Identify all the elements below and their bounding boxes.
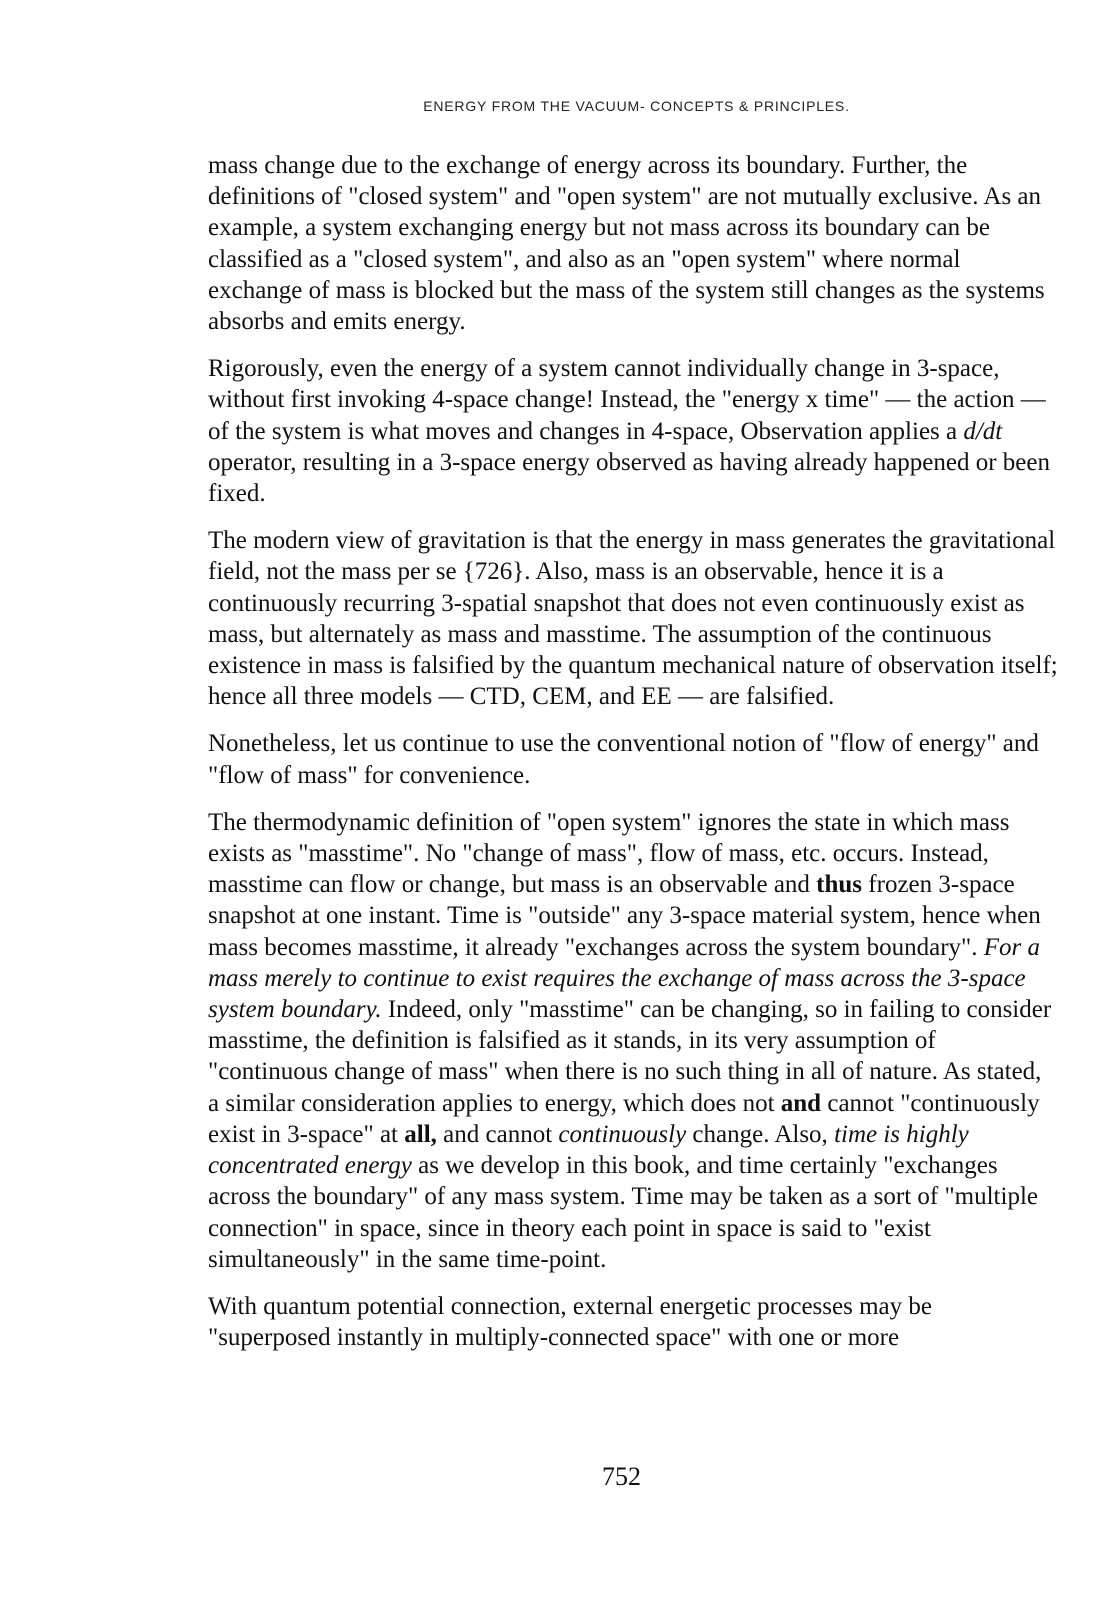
paragraph	[208, 807, 1058, 1275]
paragraph	[208, 353, 1058, 509]
text-run: Nonetheless, let us continue to use the conventional notion of "flow of energy" and "flow of mass" for convenience.	[208, 730, 1039, 789]
bold-text-run: and	[780, 1089, 822, 1117]
body-text	[208, 150, 1058, 1369]
text-run: The thermodynamic definition of "open system" ignores the state in which mass exists as "masstime". No "change of mass", flow of mass, etc. occurs. Instead, masstime can flow or change, but mass is an observable and	[208, 808, 1010, 899]
paragraph	[208, 1291, 1058, 1353]
text-run: With quantum potential connection, external energetic processes may be "superposed instantly in multiply-connected space" with one or more	[208, 1292, 932, 1352]
text-run: The modern view of gravitation is that the energy in mass generates the gravitational field, not the mass per se {726}. Also, mass is an observable, hence it is a continuously recurring 3-spatial snapshot that does not even continuously exist as mass, but alternately as mass and masstime. The assumption of the continuous existence in mass is falsified by the quantum mechanical nature of observation itself; hence all three models — CTD, CEM, and EE — are falsified.	[208, 527, 1058, 711]
text-run: cannot "continuously exist in 3-space" at	[208, 1089, 1040, 1148]
italic-text-run: continuously	[558, 1120, 687, 1148]
italic-text-run: time is highly concentrated energy	[208, 1120, 969, 1180]
page-number: 752	[602, 1462, 641, 1491]
bold-text-run: thus	[816, 871, 863, 899]
italic-text-run: d/dt	[963, 417, 1003, 445]
text-run: change. Also,	[686, 1120, 835, 1148]
running-header: ENERGY FROM THE VACUUM- CONCEPTS & PRINCIPLES.	[423, 98, 850, 114]
text-run: mass change due to the exchange of energy across its boundary. Further, the definitions of "closed system" and "open system" are not mutually exclusive. As an example, a system exchanging energy but not mass across its boundary can be classified as a "closed system", and also as an "open system" where normal exchange of mass is blocked but the mass of the system still changes as the systems absorbs and emits energy.	[208, 152, 1045, 336]
text-run: frozen 3-space snapshot at one instant. Time is "outside" any 3-space material system, hence when mass becomes masstime, it already "exchanges across the system boundary".	[208, 871, 1041, 961]
bold-text-run: all,	[404, 1120, 437, 1148]
text-run: and cannot	[436, 1120, 559, 1148]
paragraph	[208, 525, 1058, 712]
paragraph	[208, 150, 1058, 337]
text-run: Rigorously, even the energy of a system cannot individually change in 3-space, without first invoking 4-space change! Instead, the "energy x time" — the action — of the system is what moves and changes in 4-space, Observation applies a	[208, 355, 1046, 445]
text-run: Indeed, only "masstime" can be changing, so in failing to consider masstime, the definition is falsified as it stands, in its very assumption of "continuous change of mass" when there is no such thing in all of nature. As stated, a similar consideration applies to energy, which does not	[208, 996, 1052, 1117]
text-run: operator, resulting in a 3-space energy observed as having already happened or been fixed.	[208, 448, 1050, 508]
paragraph	[208, 728, 1058, 790]
italic-text-run: For a mass merely to continue to exist requires the exchange of mass across the 3-space system boundary.	[208, 933, 1041, 1024]
text-run: as we develop in this book, and time certainly "exchanges across the boundary" of any mass system. Time may be taken as a sort of "multiple connection" in space, since in theory each point in space is said to "exist simultaneously" in the same time-point.	[208, 1152, 1038, 1273]
